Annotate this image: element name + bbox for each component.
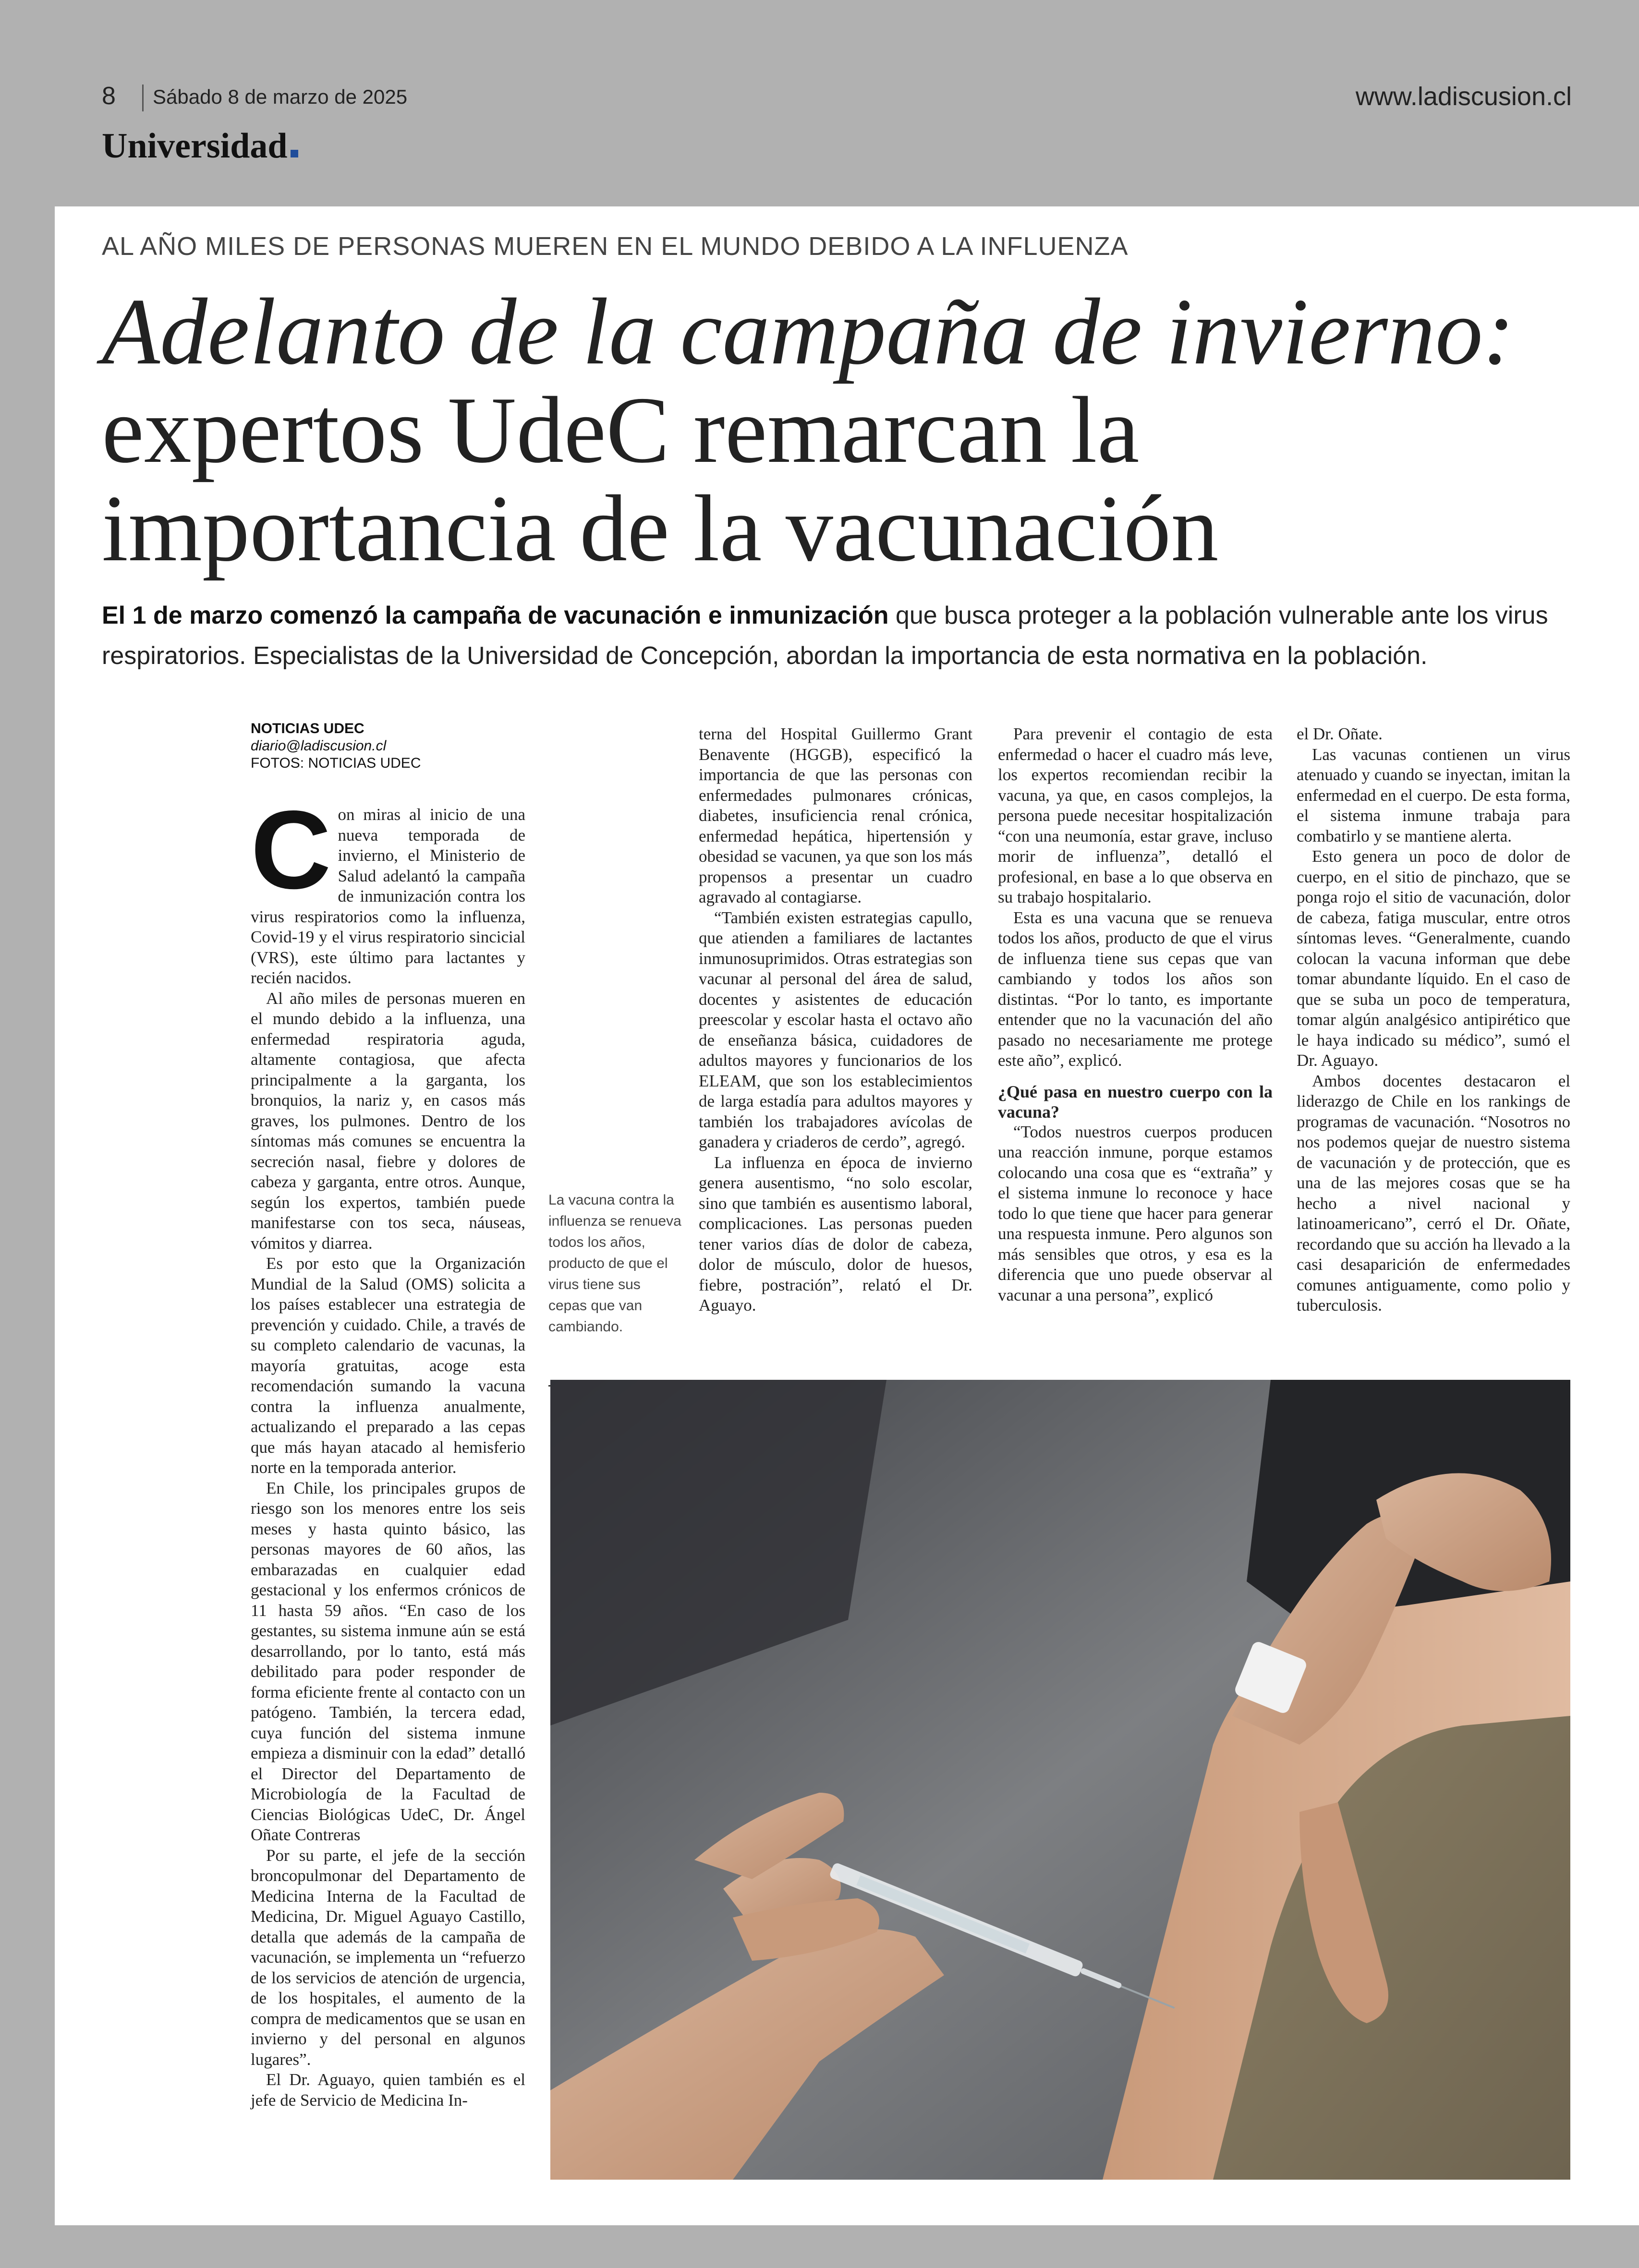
paragraph: El Dr. Aguayo, quien también es el jefe de Servicio de Medicina In- [251,2070,525,2110]
issue-date: Sábado 8 de marzo de 2025 [153,85,408,108]
paragraph: “Todos nuestros cuerpos producen una reacción inmune, porque estamos colocando una cosa que es “extraña” y el sistema inmune lo reconoce y hace todo lo que tiene que hacer para generar una respuesta inmune. Pero algunos son más sensibles que otros, y esa es la diferencia que uno puede observar al vacunar a una persona”, explicó [998,1122,1273,1304]
headline-line-3: importancia de la vacunación [102,476,1219,581]
vaccination-photo [550,1380,1570,2180]
paragraph: Esta es una vacuna que se renueva todos los años, producto de que el virus de influenza tiene sus cepas que van cambiando y todos los años son distintas. “Por lo tanto, es importante entender que no la vacunación del año pasado no necesariamente me protege este año”, explicó. [998,908,1273,1070]
headline-line-2: expertos UdeC remarcan la [102,377,1140,483]
byline-email[interactable]: diario@ladiscusion.cl [251,738,387,754]
article-kicker: AL AÑO MILES DE PERSONAS MUEREN EN EL MUNDO DEBIDO A LA INFLUENZA [102,232,1129,261]
paragraph: terna del Hospital Guillermo Grant Benavente (HGGB), especificó la importancia de que las personas con enfermedades pulmonares crónicas, diabetes, insuficiencia renal crónica, enfermedad hepática, hipertensión y obesidad se vacunen, ya que son los más propensos a presentar un cuadro agravado al contagiarse. [699,724,972,906]
photo-caption: La vacuna contra la influenza se renueva todos los años, producto de que el virus tiene sus cepas que van cambiando. [548,1192,681,1335]
website-link[interactable]: www.ladiscusion.cl [1355,82,1572,111]
byline [251,720,421,772]
headline-line-1: Adelanto de la campaña de invierno: [102,279,1515,384]
paragraph: Ambos docentes destacaron el liderazgo de Chile en los rankings de programas de vacunación. “Nosotros no nos podemos quejar de nuestro sistema de vacunación y de protección, que es una de las mejores cosas que se ha hecho a nivel nacional y latinoamericano”, cerró el Dr. Oñate, recordando que su acción ha llevado a la casi desaparición de enfermedades comunes antiguamente, como polio y tuberculosis. [1297,1071,1570,1315]
lead-text: que busca proteger a la población vulnerable ante los virus respiratorios. Especialistas de la Universidad de Concepción, abordan la importancia de esta normativa en la población. [102,602,1548,670]
section-dot-icon [291,150,298,157]
article-column-1 [251,788,525,2111]
section-title [102,126,298,167]
paragraph: “También existen estrategias capullo, que atienden a familiares de lactantes inmunosuprimidos. Otras estrategias son vacunar al personal del área de salud, docentes y asistentes de educación preescolar y escolar hasta el octavo año de enseñanza básica, cuidadores de adultos mayores y funcionarios de los ELEAM, que son los establecimientos de larga estadía para adultos mayores y también los trabajadores avícolas de ganadera y criaderos de cerdo”, agregó. [699,908,972,1151]
byline-author: NOTICIAS UDEC [251,721,364,736]
article-column-4 [1297,724,1570,1316]
lead-bold: El 1 de marzo comenzó la campaña de vacunación e inmunización [102,602,889,629]
article-column-3 [998,724,1273,1305]
paragraph: el Dr. Oñate. [1297,724,1383,743]
article-lead [102,595,1562,676]
page-number: 8 [102,82,116,110]
byline-photos: FOTOS: NOTICIAS UDEC [251,755,421,771]
paragraph: Por su parte, el jefe de la sección broncopulmonar del Departamento de Medicina Interna de la Facultad de Medicina, Dr. Miguel Aguayo Castillo, detalla que además de la campaña de vacunación, se implementa un “refuerzo de los servicios de atención de urgencia, de los hospitales, el aumento de la compra de medicamentos que se usan en invierno y del personal en algunos lugares”. [251,1846,525,2069]
article-column-2 [699,724,972,1316]
paragraph: Para prevenir el contagio de esta enfermedad o hacer el cuadro más leve, los expertos recomiendan recibir la vacuna, ya que, en casos complejos, la persona puede necesitar hospitalización “con una neumonía, estar grave, incluso morir de influenza”, detalló el profesional, en base a lo que observa en su trabajo hospitalario. [998,724,1273,906]
paragraph: on miras al inicio de una nueva temporada de invierno, el Ministerio de Salud adelantó la campaña de inmunización contra los virus respiratorios como la influenza, Covid-19 y el virus respiratorio sincicial (VRS), este último para lactantes y recién nacidos. [251,805,525,987]
paragraph: En Chile, los principales grupos de riesgo son los menores entre los seis meses y hasta quinto básico, las personas mayores de 60 años, las embarazadas en cualquier edad gestacional y los enfermos crónicos de 11 hasta 59 años. “En caso de los gestantes, su sistema inmune aún se está desarrollando, por lo tanto, está más debilitado para poder responder de forma eficiente frente al contacto con un patógeno. También, la tercera edad, cuya función del sistema inmune empieza a disminuir con la edad” detalló el Director del Departamento de Microbiología de la Facultad de Ciencias Biológicas UdeC, Dr. Ángel Oñate Contreras [251,1478,525,1844]
vaccination-illustration [550,1380,1570,2180]
article-headline [102,279,1590,581]
section-label: Universidad [102,126,288,166]
paragraph: Las vacunas contienen un virus atenuado y cuando se inyectan, imitan la enfermedad en el cuerpo. De esta forma, el sistema inmune trabaja para combatirlo y se mantiene alerta. [1297,745,1570,845]
header-divider [142,84,144,111]
subheading: ¿Qué pasa en nuestro cuerpo con la vacuna? [998,1082,1273,1122]
paragraph: Es por esto que la Organización Mundial de la Salud (OMS) solicita a los países establecer una estrategia de prevención y cuidado. Chile, a través de su completo calendario de vacunas, la mayoría gratuitas, acoge esta recomendación sumando la vacuna contra la influenza anualmente, actualizando el preparado a las cepas que más hayan atacado al hemisferio norte en la temporada anterior. [251,1254,525,1477]
drop-cap: C [251,788,331,912]
paragraph: Esto genera un poco de dolor de cuerpo, en el sitio de pinchazo, que se ponga rojo el sitio de vacunación, dolor de cabeza, fatiga muscular, entre otros síntomas leves. “Generalmente, cuando colocan la vacuna informan que debe tomar abundante líquido. En el caso de que se suba un poco de temperatura, tomar algún analgésico antipirético que le haya indicado su médico”, sumó el Dr. Aguayo. [1297,847,1570,1070]
paragraph: Al año miles de personas mueren en el mundo debido a la influenza, una enfermedad respiratoria aguda, altamente contagiosa, que afecta principalmente a la garganta, los bronquios, la nariz y, en casos más graves, los pulmones. Dentro de los síntomas más comunes se encuentra la secreción nasal, fiebre y dolores de cabeza y garganta, entre otros. Aunque, según los expertos, también puede manifestarse con tos seca, náuseas, vómitos y diarrea. [251,989,525,1253]
paragraph: La influenza en época de invierno genera ausentismo, “no solo escolar, sino que también es ausentismo laboral, complicaciones. Las personas pueden tener varios días de dolor de cabeza, dolor de músculo, dolor de huesos, fiebre, postración”, relató el Dr. Aguayo. [699,1153,972,1315]
